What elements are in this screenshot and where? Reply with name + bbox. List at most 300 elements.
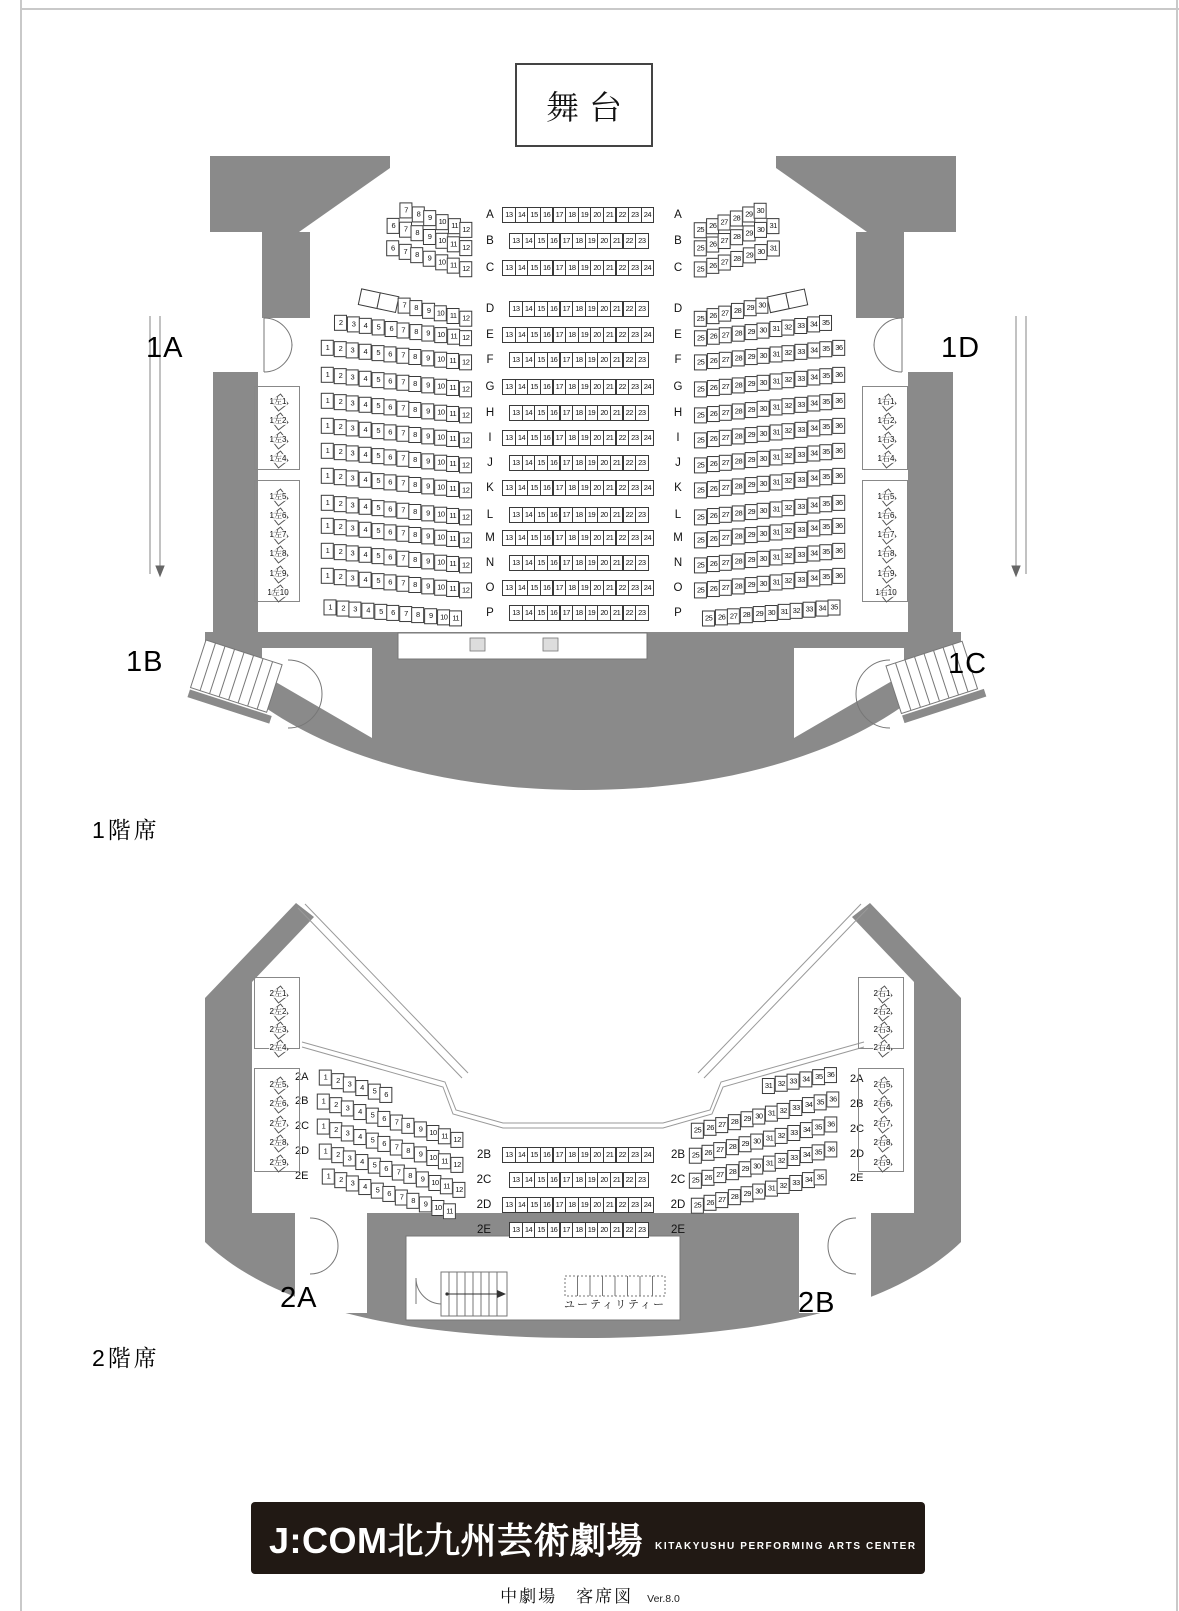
seat-2B-22: 22 — [616, 1147, 629, 1163]
seat-O-18: 18 — [565, 580, 578, 596]
seat-section-P — [510, 605, 649, 621]
seat-section-G — [503, 379, 654, 395]
side-seat-1-left-label: 1左3 — [269, 434, 287, 444]
seat-L-34: 34 — [807, 498, 820, 514]
seat-2D-1: 1 — [319, 1144, 332, 1160]
seat-2B-25: 25 — [691, 1123, 704, 1139]
seat-P-21: 21 — [610, 605, 623, 621]
side-seat-1-right-5 — [864, 488, 908, 504]
seat-J-16: 16 — [547, 455, 560, 471]
seat-I-19: 19 — [578, 430, 591, 446]
seat-2B-21: 21 — [603, 1147, 616, 1163]
stage-box — [515, 63, 653, 147]
seat-J-1: 1 — [321, 443, 334, 459]
seat-I-17: 17 — [553, 430, 566, 446]
seat-E-9: 9 — [421, 326, 434, 342]
side-seat-2-right-label: 2右4 — [873, 1042, 891, 1052]
seat-E-34: 34 — [807, 316, 820, 332]
seat-A-16: 16 — [540, 207, 553, 223]
side-seat-2-left-9 — [256, 1154, 300, 1170]
seat-M-12: 12 — [459, 532, 472, 548]
seat-H-20: 20 — [597, 405, 610, 421]
seat-2D-36: 36 — [824, 1142, 837, 1158]
seat-E-7: 7 — [396, 323, 409, 339]
seat-M-26: 26 — [707, 531, 720, 547]
seat-G-21: 21 — [603, 379, 616, 395]
seat-section-F — [510, 352, 649, 368]
seat-G-31: 31 — [769, 373, 782, 389]
seat-section-N — [510, 555, 649, 571]
row-label-B-left: B — [486, 235, 494, 247]
seat-C-10: 10 — [435, 254, 448, 270]
seat-H-16: 16 — [547, 405, 560, 421]
seat-P-6: 6 — [386, 605, 399, 621]
seat-L-29: 29 — [744, 504, 757, 520]
seat-N-17: 17 — [560, 555, 573, 571]
seat-P-5: 5 — [373, 604, 386, 620]
seat-E-31: 31 — [769, 321, 782, 337]
seat-H-7: 7 — [396, 401, 409, 417]
seat-E-16: 16 — [540, 327, 553, 343]
seat-2E-16: 16 — [547, 1222, 560, 1238]
seat-G-16: 16 — [540, 379, 553, 395]
seat-I-15: 15 — [527, 430, 540, 446]
seat-E-2: 2 — [334, 315, 347, 331]
seat-J-28: 28 — [732, 453, 745, 469]
seat-N-7: 7 — [396, 551, 409, 567]
seat-E-24: 24 — [641, 327, 654, 343]
side-seat-1-left-label: 1左1 — [269, 396, 287, 406]
seat-K-20: 20 — [590, 480, 603, 496]
seat-L-8: 8 — [409, 504, 422, 520]
seat-2E-31: 31 — [765, 1181, 778, 1197]
seat-O-33: 33 — [794, 572, 807, 588]
seat-2C-3: 3 — [341, 1126, 354, 1142]
seat-D-10: 10 — [434, 305, 447, 321]
seat-C-17: 17 — [553, 260, 566, 276]
seat-2C-1: 1 — [317, 1119, 330, 1135]
seat-C-20: 20 — [590, 260, 603, 276]
row-label-2E-wall-right: 2E — [850, 1172, 864, 1184]
seat-A-26: 26 — [706, 218, 719, 234]
seat-I-7: 7 — [396, 426, 409, 442]
row-label-D-left: D — [485, 303, 495, 315]
seat-F-13: 13 — [509, 352, 522, 368]
seat-2D-9: 9 — [416, 1171, 429, 1187]
seat-I-34: 34 — [807, 421, 820, 437]
seat-H-25: 25 — [694, 407, 707, 423]
seat-H-11: 11 — [446, 406, 459, 422]
seat-K-5: 5 — [371, 473, 384, 489]
seat-K-4: 4 — [359, 472, 372, 488]
seat-F-30: 30 — [757, 348, 770, 364]
seat-H-18: 18 — [572, 405, 585, 421]
seat-I-20: 20 — [590, 430, 603, 446]
seat-K-3: 3 — [346, 470, 359, 486]
seat-J-11: 11 — [446, 456, 459, 472]
seat-C-27: 27 — [718, 254, 731, 270]
seat-N-23: 23 — [635, 555, 648, 571]
seat-K-2: 2 — [334, 469, 347, 485]
seat-A-14: 14 — [515, 207, 528, 223]
seat-I-12: 12 — [459, 432, 472, 448]
seat-I-9: 9 — [421, 428, 434, 444]
seat-H-22: 22 — [623, 405, 636, 421]
seat-D-21: 21 — [610, 301, 623, 317]
seat-2B-34: 34 — [801, 1097, 814, 1113]
seat-section-M — [503, 530, 654, 546]
row-label-F-right: F — [674, 354, 682, 366]
seat-2C-33: 33 — [787, 1125, 800, 1141]
seat-G-18: 18 — [565, 379, 578, 395]
seat-section-2D — [503, 1197, 654, 1213]
seat-H-27: 27 — [719, 405, 732, 421]
seat-K-30: 30 — [757, 476, 770, 492]
seat-E-32: 32 — [782, 320, 795, 336]
seat-M-25: 25 — [694, 532, 707, 548]
seat-B-16: 16 — [547, 233, 560, 249]
seat-2D-19: 19 — [578, 1197, 591, 1213]
seat-P-18: 18 — [572, 605, 585, 621]
seat-O-7: 7 — [396, 576, 409, 592]
seat-M-30: 30 — [757, 526, 770, 542]
seat-E-13: 13 — [502, 327, 515, 343]
seat-M-5: 5 — [371, 523, 384, 539]
row-label-E-right: E — [674, 329, 682, 341]
floor2-title: 2階席 — [92, 1345, 160, 1371]
seat-2B-10: 10 — [426, 1125, 439, 1141]
seat-L-12: 12 — [459, 509, 472, 525]
seat-2C-14: 14 — [522, 1172, 535, 1188]
seat-2C-32: 32 — [775, 1128, 788, 1144]
row-label-G-left: G — [485, 381, 495, 393]
side-seat-1-right-label: 1右7 — [877, 530, 895, 540]
row-label-H-right: H — [673, 407, 683, 419]
seat-E-14: 14 — [515, 327, 528, 343]
seat-F-29: 29 — [744, 349, 757, 365]
seat-F-1: 1 — [321, 340, 334, 356]
seat-L-22: 22 — [623, 507, 636, 523]
seat-C-16: 16 — [540, 260, 553, 276]
seat-2B-3: 3 — [341, 1101, 354, 1117]
seat-O-2: 2 — [334, 569, 347, 585]
side-seat-2-left-label: 2左7 — [269, 1118, 287, 1128]
seat-J-9: 9 — [421, 453, 434, 469]
seat-2B-24: 24 — [641, 1147, 654, 1163]
seat-P-20: 20 — [597, 605, 610, 621]
seat-J-15: 15 — [534, 455, 547, 471]
seat-F-33: 33 — [794, 344, 807, 360]
seat-2B-20: 20 — [590, 1147, 603, 1163]
seat-H-34: 34 — [807, 396, 820, 412]
side-seat-2-right-label: 2右8 — [873, 1138, 891, 1147]
seat-L-31: 31 — [769, 501, 782, 517]
seat-D-30: 30 — [756, 298, 769, 314]
seat-J-10: 10 — [434, 455, 447, 471]
side-seat-1-right-label: 1右6 — [877, 510, 895, 520]
seat-D-12: 12 — [459, 311, 472, 327]
seat-2D-26: 26 — [701, 1170, 714, 1186]
seat-P-16: 16 — [547, 605, 560, 621]
seat-G-7: 7 — [396, 375, 409, 391]
seat-I-30: 30 — [757, 426, 770, 442]
seat-E-17: 17 — [553, 327, 566, 343]
side-seat-2-left-label: 2左3 — [269, 1024, 287, 1034]
side-seat-2-left-4 — [256, 1039, 300, 1055]
seat-G-23: 23 — [628, 379, 641, 395]
seat-L-19: 19 — [585, 507, 598, 523]
seat-J-25: 25 — [694, 457, 707, 473]
seat-F-8: 8 — [409, 349, 422, 365]
seat-B-18: 18 — [572, 233, 585, 249]
seat-E-30: 30 — [757, 323, 770, 339]
side-seat-1-right-8 — [864, 546, 908, 562]
seat-2E-21: 21 — [610, 1222, 623, 1238]
seat-2E-8: 8 — [407, 1193, 420, 1209]
seat-section-K — [503, 480, 654, 496]
stage-label: 舞台 — [546, 88, 632, 126]
side-seat-2-right-4 — [860, 1039, 904, 1055]
row-label-2B-wall-right: 2B — [850, 1098, 864, 1110]
side-seat-1-left-10 — [256, 585, 300, 601]
seat-G-25: 25 — [694, 381, 707, 397]
seat-M-20: 20 — [590, 530, 603, 546]
seat-J-13: 13 — [509, 455, 522, 471]
seat-N-1: 1 — [321, 543, 334, 559]
seat-2C-10: 10 — [426, 1150, 439, 1166]
seat-2E-1: 1 — [322, 1169, 335, 1185]
seat-G-28: 28 — [732, 377, 745, 393]
entrance-label-1B: 1B — [126, 646, 164, 678]
seat-L-16: 16 — [547, 507, 560, 523]
seat-2E-9: 9 — [419, 1196, 432, 1212]
side-seat-2-right-label: 2右5 — [873, 1079, 891, 1089]
seat-2A-6: 6 — [380, 1087, 393, 1103]
seat-O-32: 32 — [782, 573, 795, 589]
seat-K-31: 31 — [769, 474, 782, 490]
seat-2B-28: 28 — [728, 1114, 741, 1130]
side-seat-1-right-label: 1右8 — [877, 549, 895, 559]
seat-I-22: 22 — [616, 430, 629, 446]
seat-H-14: 14 — [522, 405, 535, 421]
seat-C-9: 9 — [423, 251, 436, 267]
seat-N-30: 30 — [757, 551, 770, 567]
seat-F-6: 6 — [384, 346, 397, 362]
seat-2B-11: 11 — [438, 1128, 451, 1144]
seat-2B-16: 16 — [540, 1147, 553, 1163]
seat-O-35: 35 — [819, 569, 832, 585]
entrance-label-2A: 2A — [280, 1282, 318, 1314]
seat-F-35: 35 — [819, 341, 832, 357]
seat-K-34: 34 — [807, 471, 820, 487]
seat-2B-5: 5 — [365, 1108, 378, 1124]
seat-I-21: 21 — [603, 430, 616, 446]
seat-I-1: 1 — [321, 418, 334, 434]
seat-I-23: 23 — [628, 430, 641, 446]
seat-L-11: 11 — [446, 508, 459, 524]
side-seat-1-left-label: 1左9 — [269, 568, 287, 578]
seat-F-2: 2 — [334, 341, 347, 357]
seat-B-12: 12 — [459, 240, 472, 256]
seat-O-23: 23 — [628, 580, 641, 596]
seat-A-9: 9 — [423, 210, 436, 226]
seat-J-21: 21 — [610, 455, 623, 471]
side-seat-1-left-label: 1左10 — [267, 588, 289, 597]
seat-C-28: 28 — [730, 251, 743, 267]
seat-I-24: 24 — [641, 430, 654, 446]
seat-F-31: 31 — [769, 346, 782, 362]
seat-A-18: 18 — [565, 207, 578, 223]
seat-2C-6: 6 — [378, 1136, 391, 1152]
seat-I-3: 3 — [346, 420, 359, 436]
seat-N-16: 16 — [547, 555, 560, 571]
seat-E-22: 22 — [616, 327, 629, 343]
side-seat-1-left-7 — [256, 527, 300, 543]
row-label-K-right: K — [674, 482, 682, 494]
seat-2C-13: 13 — [509, 1172, 522, 1188]
seat-P-22: 22 — [623, 605, 636, 621]
seat-A-17: 17 — [553, 207, 566, 223]
seat-2E-10: 10 — [431, 1200, 444, 1216]
seat-K-29: 29 — [744, 477, 757, 493]
seat-A-10: 10 — [435, 214, 448, 230]
theater-logo-japanese: J:COM北九州芸術劇場 — [269, 1519, 643, 1561]
seat-K-36: 36 — [832, 468, 845, 484]
seat-H-26: 26 — [707, 406, 720, 422]
side-seat-1-left-label: 1左7 — [269, 530, 287, 540]
seat-K-26: 26 — [707, 481, 720, 497]
row-label-2C-wall-left: 2C — [295, 1120, 310, 1132]
seat-2C-9: 9 — [414, 1146, 427, 1162]
chart-caption — [455, 1582, 725, 1607]
seat-J-14: 14 — [522, 455, 535, 471]
seat-F-34: 34 — [807, 343, 820, 359]
seat-F-5: 5 — [371, 345, 384, 361]
side-seat-2-right-3 — [860, 1021, 904, 1037]
seat-L-10: 10 — [434, 507, 447, 523]
seat-2D-22: 22 — [616, 1197, 629, 1213]
seat-L-35: 35 — [819, 496, 832, 512]
seat-E-25: 25 — [694, 330, 707, 346]
side-seat-2-left-3 — [256, 1021, 300, 1037]
seat-G-29: 29 — [744, 376, 757, 392]
seat-2C-27: 27 — [714, 1142, 727, 1158]
seat-E-20: 20 — [590, 327, 603, 343]
seat-2B-4: 4 — [353, 1104, 366, 1120]
row-label-J-left: J — [487, 457, 493, 469]
side-seat-1-right-4 — [864, 450, 908, 466]
seat-2A-3: 3 — [343, 1077, 356, 1093]
seat-I-11: 11 — [446, 431, 459, 447]
seat-H-8: 8 — [409, 402, 422, 418]
side-seat-1-left-3 — [256, 431, 300, 447]
seat-C-30: 30 — [755, 244, 768, 260]
seat-O-31: 31 — [769, 574, 782, 590]
seat-E-23: 23 — [628, 327, 641, 343]
seat-2C-19: 19 — [585, 1172, 598, 1188]
row-label-N-right: N — [673, 557, 683, 569]
side-seat-2-right-9 — [860, 1154, 904, 1170]
seat-H-19: 19 — [585, 405, 598, 421]
side-seat-1-right-label: 1右9 — [877, 568, 895, 578]
seat-M-27: 27 — [719, 530, 732, 546]
entrance-label-1A: 1A — [146, 332, 184, 364]
seat-M-14: 14 — [515, 530, 528, 546]
seat-2B-13: 13 — [502, 1147, 515, 1163]
seat-I-2: 2 — [334, 419, 347, 435]
seat-M-21: 21 — [603, 530, 616, 546]
seat-I-10: 10 — [434, 430, 447, 446]
seat-O-21: 21 — [603, 580, 616, 596]
seat-N-9: 9 — [421, 553, 434, 569]
seat-F-15: 15 — [534, 352, 547, 368]
seat-P-13: 13 — [509, 605, 522, 621]
seat-2D-25: 25 — [689, 1173, 702, 1189]
seat-K-22: 22 — [616, 480, 629, 496]
row-label-K-left: K — [486, 482, 494, 494]
seat-H-21: 21 — [610, 405, 623, 421]
seat-G-13: 13 — [502, 379, 515, 395]
seat-2B-1: 1 — [317, 1094, 330, 1110]
seat-D-20: 20 — [597, 301, 610, 317]
seat-C-8: 8 — [411, 247, 424, 263]
seat-section-2C — [510, 1172, 649, 1188]
seat-2B-18: 18 — [565, 1147, 578, 1163]
entrance-label-2B: 2B — [798, 1287, 836, 1319]
seat-F-3: 3 — [346, 342, 359, 358]
seat-L-18: 18 — [572, 507, 585, 523]
seat-O-13: 13 — [502, 580, 515, 596]
side-seat-1-right-label: 1右3 — [877, 434, 895, 444]
seat-P-34: 34 — [815, 601, 828, 617]
seat-C-31: 31 — [767, 241, 780, 257]
seat-N-10: 10 — [434, 555, 447, 571]
seat-C-23: 23 — [628, 260, 641, 276]
utility-room-label: ユーティリティー — [563, 1299, 667, 1311]
seat-E-26: 26 — [707, 329, 720, 345]
seat-F-10: 10 — [434, 352, 447, 368]
seat-E-27: 27 — [719, 327, 732, 343]
seat-section-O — [503, 580, 654, 596]
side-seat-2-right-label: 2右6 — [873, 1099, 891, 1108]
seat-B-6: 6 — [387, 218, 400, 234]
side-seat-1-left-label: 1左2 — [269, 415, 287, 425]
side-seat-2-left-label: 2左4 — [269, 1042, 287, 1052]
seat-2A-1: 1 — [319, 1070, 332, 1086]
seat-F-18: 18 — [572, 352, 585, 368]
seat-I-27: 27 — [719, 430, 732, 446]
seat-M-10: 10 — [434, 530, 447, 546]
seat-H-3: 3 — [346, 395, 359, 411]
seat-F-27: 27 — [719, 352, 732, 368]
seat-H-9: 9 — [421, 403, 434, 419]
seat-O-19: 19 — [578, 580, 591, 596]
seat-L-15: 15 — [534, 507, 547, 523]
seat-N-34: 34 — [807, 546, 820, 562]
seat-N-15: 15 — [534, 555, 547, 571]
seat-B-9: 9 — [423, 229, 436, 245]
seat-E-19: 19 — [578, 327, 591, 343]
seat-2A-33: 33 — [787, 1074, 800, 1090]
seat-2A-35: 35 — [812, 1069, 825, 1085]
seat-E-4: 4 — [359, 318, 372, 334]
seat-2E-20: 20 — [597, 1222, 610, 1238]
seat-2C-15: 15 — [534, 1172, 547, 1188]
seat-K-1: 1 — [321, 468, 334, 484]
seat-P-1: 1 — [323, 599, 336, 615]
seat-D-26: 26 — [706, 308, 719, 324]
seat-2B-23: 23 — [628, 1147, 641, 1163]
